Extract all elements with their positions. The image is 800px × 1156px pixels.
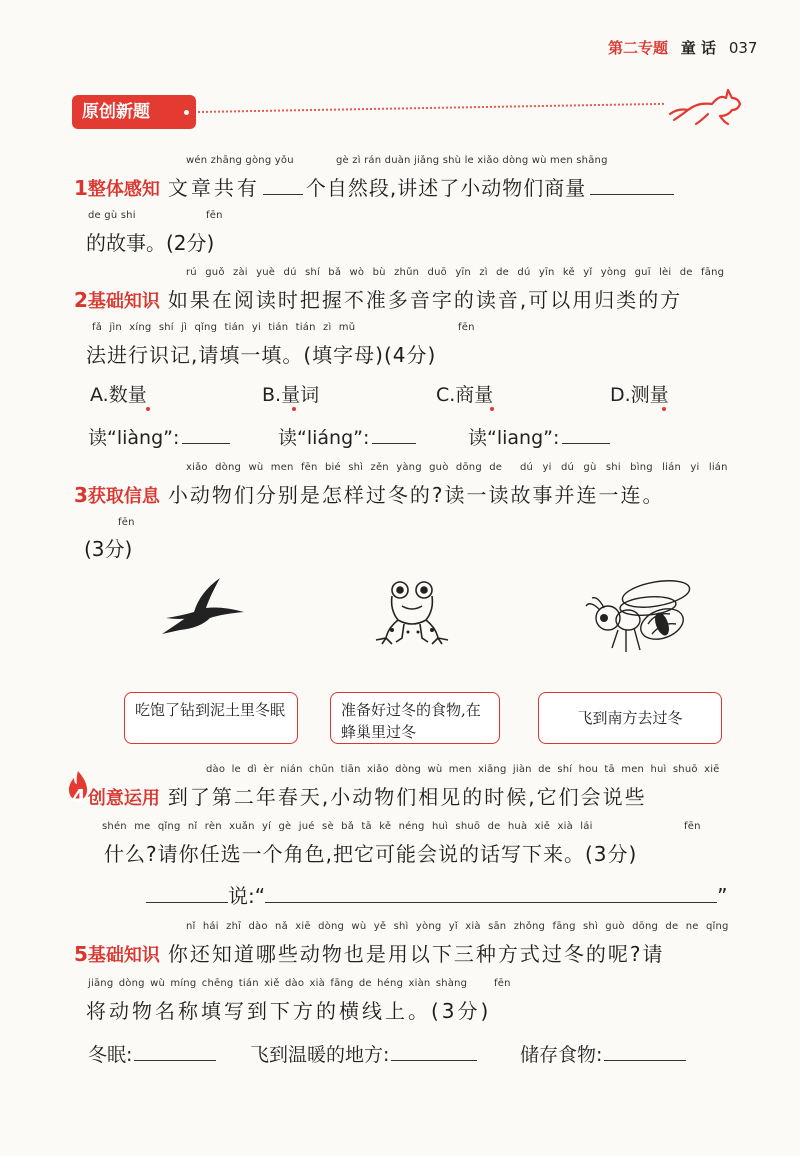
q2-blank-liang0[interactable] — [562, 425, 610, 444]
q4-blank-words[interactable] — [265, 884, 717, 903]
q1-pinyin-4: fēn — [206, 210, 223, 221]
swallow-icon[interactable] — [160, 572, 246, 644]
q5-pinyin-3: fēn — [494, 978, 511, 989]
frog-icon[interactable] — [372, 576, 456, 648]
q4-pinyin-2: shén me qǐng nǐ rèn xuǎn yí gè jué sè bǎ tā kě néng huì shuō de huà xiě xià lái — [102, 821, 593, 832]
q2-blank-liang2[interactable] — [372, 425, 416, 444]
q2-option-b: B.量词 — [262, 384, 320, 406]
q1-line-2: 的故事。(2分) — [86, 231, 215, 255]
q5-pinyin-1: nǐ hái zhī dào nǎ xiē dòng wù yě shì yòng yǐ xià sān zhǒng fāng shì guò dōng de ne qǐng — [186, 921, 729, 932]
q4-label: 创意运用 — [87, 788, 160, 809]
q4-answer-line — [146, 880, 727, 909]
q1-pinyin-2: gè zì rán duàn jiǎng shù le xiǎo dòng wù men shāng — [336, 155, 608, 166]
q3-line-1 — [74, 479, 665, 508]
dotted-divider — [198, 103, 664, 113]
q4-end-quote: ” — [717, 884, 728, 908]
q1-text-a: 文章共有 — [167, 176, 260, 200]
q2-read-liang2 — [278, 423, 416, 450]
q1-blank-paragraphs[interactable] — [263, 176, 303, 195]
section-badge — [72, 95, 196, 129]
q5-field-hibernate — [88, 1040, 216, 1067]
q2-option-d: D.测量 — [610, 384, 669, 406]
q1-line-1 — [74, 172, 674, 201]
page-header — [608, 37, 757, 58]
section-title: 第二专题 — [608, 39, 669, 57]
q2-number: 2 — [74, 288, 88, 312]
q5-number: 5 — [74, 942, 88, 966]
q1-text-b: 个自然段,讲述了小动物们商量 — [305, 176, 587, 200]
q2-line-2: 法进行识记,请填一填。(填字母)(4分) — [86, 343, 437, 367]
bee-icon[interactable] — [578, 572, 694, 660]
match-box-beehive[interactable]: 准备好过冬的食物,在蜂巢里过冬 — [330, 692, 500, 744]
q2-read-liang0 — [468, 423, 610, 450]
q4-say: 说:“ — [228, 884, 266, 908]
q4-line-1 — [74, 781, 647, 810]
q4-line-2: 什么?请你任选一个角色,把它可能会说的话写下来。(3分) — [104, 842, 638, 866]
q4-pinyin-1: dào le dì èr nián chūn tiān xiǎo dòng wù men xiāng jiàn de shí hou tā men huì shuō xiē — [206, 764, 720, 775]
q5-blank-store[interactable] — [604, 1042, 686, 1061]
q3-pinyin-3: fēn — [118, 517, 135, 528]
genre-title: 童 话 — [680, 39, 717, 57]
q2-blank-liang4[interactable] — [182, 425, 230, 444]
q1-number: 1 — [74, 176, 88, 200]
q5-line-2: 将动物名称填写到下方的横线上。(3分) — [86, 999, 492, 1023]
q1-blank-topic[interactable] — [590, 176, 674, 195]
q2-read-liang2-label: 读“liáng”: — [278, 427, 370, 449]
q2-option-a: A.数量 — [90, 384, 147, 406]
q1-label: 整体感知 — [87, 179, 160, 200]
q2-read-liang4 — [88, 423, 230, 450]
q4-text-1: 到了第二年春天,小动物们相见的时候,它们会说些 — [167, 785, 647, 809]
q2-read-liang0-label: 读“liang”: — [468, 427, 560, 449]
q5-blank-migrate[interactable] — [391, 1042, 477, 1061]
q2-pinyin-3: fēn — [458, 322, 475, 333]
q5-line-1 — [74, 938, 665, 967]
q3-line-2: (3分) — [84, 537, 133, 561]
q3-label: 获取信息 — [87, 486, 160, 507]
q1-pinyin-1: wén zhāng gòng yǒu — [186, 155, 294, 166]
page-number: 037 — [728, 39, 758, 57]
badge-label: 原创新题 — [82, 102, 150, 122]
q2-read-liang4-label: 读“liàng”: — [88, 427, 180, 449]
cat-icon — [668, 80, 744, 128]
q3-text-1: 小动物们分别是怎样过冬的?读一读故事并连一连。 — [167, 483, 665, 507]
q5-field-migrate-label: 飞到温暖的地方: — [250, 1044, 390, 1066]
q5-field-store-label: 储存食物: — [520, 1044, 603, 1066]
q5-field-store — [520, 1040, 686, 1067]
q4-number: 4 — [72, 785, 86, 809]
q5-pinyin-2: jiāng dòng wù míng chēng tián xiě dào xià fāng de héng xiàn shàng — [88, 978, 468, 989]
q2-label: 基础知识 — [87, 291, 160, 312]
q3-pinyin-2: dú yi dú gù shi bìng lián yi lián — [520, 462, 728, 473]
match-box-hibernate[interactable]: 吃饱了钻到泥土里冬眠 — [124, 692, 298, 744]
q5-label: 基础知识 — [87, 945, 160, 966]
q2-line-1 — [74, 284, 682, 313]
q4-pinyin-3: fēn — [684, 821, 701, 832]
q5-text-1: 你还知道哪些动物也是用以下三种方式过冬的呢?请 — [167, 942, 665, 966]
q2-pinyin-2: fǎ jìn xíng shí jì qǐng tián yi tián tián zì mǔ — [92, 322, 356, 333]
q5-field-hibernate-label: 冬眠: — [88, 1044, 133, 1066]
q2-text-1: 如果在阅读时把握不准多音字的读音,可以用归类的方 — [167, 288, 683, 312]
q3-number: 3 — [74, 483, 88, 507]
q2-option-c: C.商量 — [436, 384, 494, 406]
q5-field-migrate — [250, 1040, 477, 1067]
q4-blank-role[interactable] — [146, 884, 228, 903]
q3-pinyin-1: xiǎo dòng wù men fēn bié shì zěn yàng guò dōng de — [186, 462, 503, 473]
match-box-fly-south[interactable]: 飞到南方去过冬 — [538, 692, 722, 744]
q1-pinyin-3: de gù shi — [88, 210, 136, 221]
q2-pinyin-1: rú guǒ zài yuè dú shí bǎ wò bù zhǔn duō yīn zì de dú yīn kě yǐ yòng guī lèi de fāng — [186, 267, 725, 278]
q5-blank-hibernate[interactable] — [134, 1042, 216, 1061]
